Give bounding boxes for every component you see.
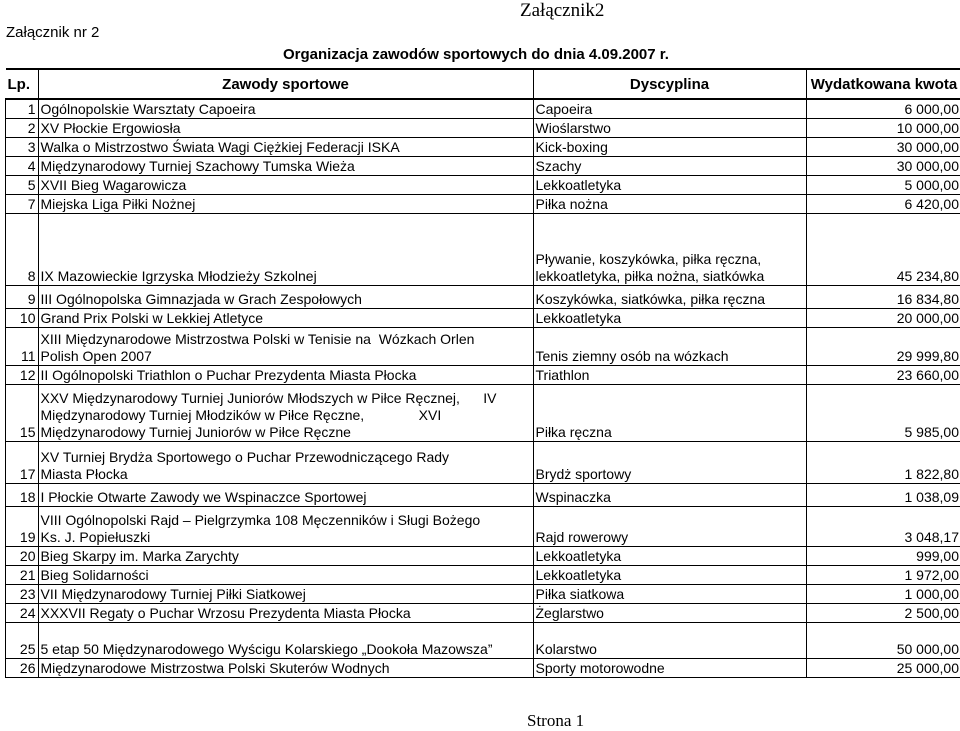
- event-name-line: Walka o Mistrzostwo Świata Wagi Ciężkiej Federacji ISKA: [41, 139, 531, 156]
- discipline: [533, 506, 806, 546]
- event-name-line: XV Płockie Ergowiosła: [41, 120, 531, 137]
- discipline: [533, 175, 806, 194]
- discipline: [533, 327, 806, 365]
- column-header-amount: Wydatkowana kwota: [806, 69, 960, 99]
- row-number: 9: [6, 285, 39, 308]
- amount: 5 985,00: [806, 384, 960, 441]
- amount: 30 000,00: [806, 137, 960, 156]
- discipline-line: Sporty motorowodne: [536, 660, 804, 677]
- table-row: [6, 384, 960, 441]
- attachment-label-right: Załącznik2: [520, 0, 604, 22]
- row-number: 19: [6, 506, 39, 546]
- row-number: 1: [6, 99, 39, 118]
- event-name-line: I Płockie Otwarte Zawody we Wspinaczce Sportowej: [41, 489, 531, 506]
- discipline: [533, 546, 806, 565]
- amount: 1 822,80: [806, 441, 960, 483]
- discipline-line: Kick-boxing: [536, 139, 804, 156]
- column-header-discipline: Dyscyplina: [533, 69, 806, 99]
- discipline-line: Piłka siatkowa: [536, 586, 804, 603]
- amount: 5 000,00: [806, 175, 960, 194]
- amount: 25 000,00: [806, 658, 960, 677]
- table-row: [6, 194, 960, 213]
- row-number: 4: [6, 156, 39, 175]
- event-name-line: Miasta Płocka: [41, 466, 531, 483]
- event-name: [38, 546, 533, 565]
- event-name-line: Ks. J. Popiełuszki: [41, 529, 531, 546]
- page-number: Strona 1: [527, 711, 584, 731]
- amount: 2 500,00: [806, 603, 960, 622]
- discipline: [533, 622, 806, 658]
- event-name: [38, 118, 533, 137]
- table-row: [6, 99, 960, 118]
- table-row: [6, 285, 960, 308]
- event-name: [38, 483, 533, 506]
- table-row: [6, 327, 960, 365]
- row-number: 11: [6, 327, 39, 365]
- discipline-line: lekkoatletyka, piłka nożna, siatkówka: [536, 268, 804, 285]
- event-name-line: 5 etap 50 Międzynarodowego Wyścigu Kolarskiego „Dookoła Mazowsza”: [41, 641, 531, 658]
- event-name: [38, 658, 533, 677]
- discipline: [533, 194, 806, 213]
- discipline-line: Triathlon: [536, 367, 804, 384]
- amount: 6 000,00: [806, 99, 960, 118]
- event-name-line: XV Turniej Brydża Sportowego o Puchar Przewodniczącego Rady: [41, 449, 531, 466]
- discipline: [533, 156, 806, 175]
- event-name-line: Grand Prix Polski w Lekkiej Atletyce: [41, 310, 531, 327]
- event-name: [38, 365, 533, 384]
- table-row: [6, 175, 960, 194]
- row-number: 20: [6, 546, 39, 565]
- event-name: [38, 565, 533, 584]
- amount: 30 000,00: [806, 156, 960, 175]
- row-number: 7: [6, 194, 39, 213]
- event-name-line: Polish Open 2007: [41, 348, 531, 365]
- amount: 1 038,09: [806, 483, 960, 506]
- table-row: [6, 308, 960, 327]
- discipline: [533, 603, 806, 622]
- table-row: [6, 603, 960, 622]
- event-name: [38, 156, 533, 175]
- column-header-event: Zawody sportowe: [38, 69, 533, 99]
- discipline-line: Kolarstwo: [536, 641, 804, 658]
- event-name-line: Międzynarodowy Turniej Szachowy Tumska Wieża: [41, 158, 531, 175]
- event-name-line: VII Międzynarodowy Turniej Piłki Siatkowej: [41, 586, 531, 603]
- event-name-line: Ogólnopolskie Warsztaty Capoeira: [41, 101, 531, 118]
- discipline-line: Lekkoatletyka: [536, 567, 804, 584]
- row-number: 12: [6, 365, 39, 384]
- amount: 16 834,80: [806, 285, 960, 308]
- amount: 1 972,00: [806, 565, 960, 584]
- table-header-row: [6, 69, 960, 99]
- table-row: [6, 365, 960, 384]
- row-number: 18: [6, 483, 39, 506]
- discipline-line: Szachy: [536, 158, 804, 175]
- table-row: [6, 584, 960, 603]
- amount: 45 234,80: [806, 213, 960, 285]
- event-name: [38, 213, 533, 285]
- table-row: [6, 441, 960, 483]
- row-number: 5: [6, 175, 39, 194]
- amount: 50 000,00: [806, 622, 960, 658]
- discipline-line: Lekkoatletyka: [536, 177, 804, 194]
- event-name: [38, 137, 533, 156]
- attachment-label-left: Załącznik nr 2: [6, 24, 99, 41]
- amount: 23 660,00: [806, 365, 960, 384]
- discipline-line: Capoeira: [536, 101, 804, 118]
- table-row: [6, 483, 960, 506]
- discipline-line: Brydż sportowy: [536, 466, 804, 483]
- discipline-line: Lekkoatletyka: [536, 310, 804, 327]
- table-row: [6, 546, 960, 565]
- table-row: [6, 622, 960, 658]
- event-name-line: Bieg Skarpy im. Marka Zarychty: [41, 548, 531, 565]
- row-number: 8: [6, 213, 39, 285]
- event-name-line: VIII Ogólnopolski Rajd – Pielgrzymka 108 Męczenników i Sługi Bożego: [41, 512, 531, 529]
- discipline-line: Piłka ręczna: [536, 424, 804, 441]
- discipline: [533, 584, 806, 603]
- event-name-line: III Ogólnopolska Gimnazjada w Grach Zespołowych: [41, 291, 531, 308]
- event-name: [38, 194, 533, 213]
- amount: 10 000,00: [806, 118, 960, 137]
- discipline-line: Żeglarstwo: [536, 605, 804, 622]
- discipline-line: Rajd rowerowy: [536, 529, 804, 546]
- discipline: [533, 285, 806, 308]
- row-number: 17: [6, 441, 39, 483]
- table-row: [6, 118, 960, 137]
- row-number: 15: [6, 384, 39, 441]
- discipline-line: Piłka nożna: [536, 196, 804, 213]
- amount: 29 999,80: [806, 327, 960, 365]
- event-name-line: Międzynarodowy Turniej Juniorów w Piłce Ręczne: [41, 424, 531, 441]
- table-row: [6, 156, 960, 175]
- event-name: [38, 308, 533, 327]
- event-name: [38, 584, 533, 603]
- amount: 3 048,17: [806, 506, 960, 546]
- discipline-line: Wioślarstwo: [536, 120, 804, 137]
- event-name: [38, 506, 533, 546]
- row-number: 10: [6, 308, 39, 327]
- event-name: [38, 175, 533, 194]
- discipline: [533, 384, 806, 441]
- row-number: 3: [6, 137, 39, 156]
- event-name-line: Międzynarodowy Turniej Młodzików w Piłce Ręczne, XVI: [41, 407, 531, 424]
- row-number: 23: [6, 584, 39, 603]
- discipline: [533, 308, 806, 327]
- amount: 999,00: [806, 546, 960, 565]
- discipline-line: Lekkoatletyka: [536, 548, 804, 565]
- discipline-line: Tenis ziemny osób na wózkach: [536, 348, 804, 365]
- column-header-lp: Lp.: [6, 69, 39, 99]
- event-name: [38, 99, 533, 118]
- amount: 6 420,00: [806, 194, 960, 213]
- discipline: [533, 137, 806, 156]
- event-name-line: XVII Bieg Wagarowicza: [41, 177, 531, 194]
- amount: 1 000,00: [806, 584, 960, 603]
- event-name-line: XIII Międzynarodowe Mistrzostwa Polski w Tenisie na Wózkach Orlen: [41, 331, 531, 348]
- event-name: [38, 327, 533, 365]
- row-number: 24: [6, 603, 39, 622]
- discipline: [533, 365, 806, 384]
- event-name: [38, 384, 533, 441]
- event-name: [38, 441, 533, 483]
- row-number: 26: [6, 658, 39, 677]
- event-name: [38, 285, 533, 308]
- discipline-line: Pływanie, koszykówka, piłka ręczna,: [536, 251, 804, 268]
- events-table: [5, 68, 960, 678]
- table-row: [6, 565, 960, 584]
- discipline: [533, 565, 806, 584]
- table-row: [6, 658, 960, 677]
- table-body: [6, 99, 960, 677]
- event-name-line: II Ogólnopolski Triathlon o Puchar Prezydenta Miasta Płocka: [41, 367, 531, 384]
- discipline: [533, 99, 806, 118]
- row-number: 2: [6, 118, 39, 137]
- event-name-line: XXXVII Regaty o Puchar Wrzosu Prezydenta Miasta Płocka: [41, 605, 531, 622]
- discipline: [533, 658, 806, 677]
- discipline-line: Wspinaczka: [536, 489, 804, 506]
- event-name: [38, 603, 533, 622]
- event-name: [38, 622, 533, 658]
- table-row: [6, 506, 960, 546]
- discipline: [533, 483, 806, 506]
- event-name-line: Międzynarodowe Mistrzostwa Polski Skuterów Wodnych: [41, 660, 531, 677]
- table-row: [6, 213, 960, 285]
- discipline: [533, 441, 806, 483]
- row-number: 25: [6, 622, 39, 658]
- event-name-line: Miejska Liga Piłki Nożnej: [41, 196, 531, 213]
- event-name-line: XXV Międzynarodowy Turniej Juniorów Młodszych w Piłce Ręcznej, IV: [41, 390, 531, 407]
- discipline-line: Koszykówka, siatkówka, piłka ręczna: [536, 291, 804, 308]
- discipline: [533, 213, 806, 285]
- document-title: Organizacja zawodów sportowych do dnia 4.09.2007 r.: [283, 46, 669, 63]
- event-name-line: Bieg Solidarności: [41, 567, 531, 584]
- table-row: [6, 137, 960, 156]
- row-number: 21: [6, 565, 39, 584]
- event-name-line: IX Mazowieckie Igrzyska Młodzieży Szkolnej: [41, 268, 531, 285]
- discipline: [533, 118, 806, 137]
- amount: 20 000,00: [806, 308, 960, 327]
